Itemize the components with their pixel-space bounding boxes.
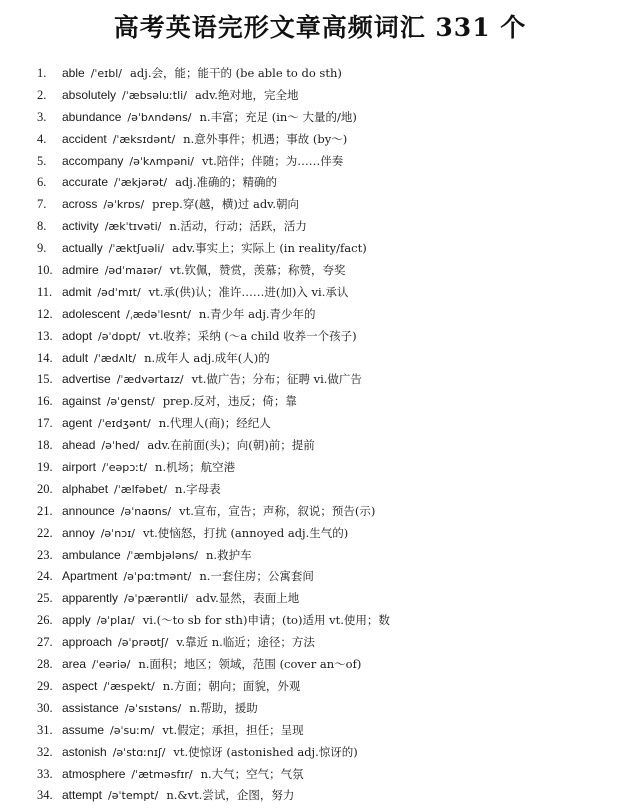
entry-phonetic: /əˈbʌndəns/ <box>127 110 192 124</box>
entry-definition: n.一套住房；公寓套间 <box>199 569 314 584</box>
entry-phonetic: /ˈeəriə/ <box>92 658 131 672</box>
entry-phonetic: /ˈeɪbl/ <box>90 67 123 80</box>
entry-word: adult <box>62 350 89 365</box>
entry-definition: adj.会，能；能干的 (be able to do sth) <box>130 66 342 80</box>
entry-definition: n.大气；空气；气氛 <box>200 766 304 781</box>
vocab-entry <box>37 282 627 304</box>
entry-word: admire <box>62 263 99 278</box>
vocab-entry <box>37 742 627 764</box>
entry-number: 19. <box>37 460 53 475</box>
entry-number: 31. <box>37 722 53 737</box>
entry-definition: vt.宣布，宣告；声称，叙说；预告(示) <box>179 503 376 518</box>
entry-definition: vt.假定；承担，担任；呈现 <box>162 722 304 737</box>
entry-word: activity <box>62 219 99 234</box>
entry-phonetic: /ədˈmɪt/ <box>97 285 141 299</box>
entry-phonetic: /ˈeɪdʒənt/ <box>98 417 151 431</box>
entry-definition: n.字母表 <box>175 481 221 496</box>
entry-number: 30. <box>37 700 53 715</box>
entry-word: assume <box>62 722 105 737</box>
vocab-entry <box>37 764 627 786</box>
entry-phonetic: /ˈæktʃuəli/ <box>108 242 165 256</box>
vocab-entry <box>37 369 627 391</box>
entry-number: 14. <box>37 350 53 365</box>
entry-phonetic: /ˈæspekt/ <box>103 679 155 693</box>
vocab-entry <box>37 545 627 567</box>
entry-phonetic: /ækˈtɪvəti/ <box>104 220 162 234</box>
vocab-entry <box>37 566 627 588</box>
entry-word: admit <box>62 284 92 299</box>
entry-definition: vt.收养；采纳 (～a child 收养一个孩子) <box>148 328 357 343</box>
entry-definition: n.救护车 <box>206 547 252 562</box>
entry-number: 3. <box>37 109 47 124</box>
entry-definition: vt.承(供)认；准许……进(加)入 vi.承认 <box>148 284 349 299</box>
entry-number: 33. <box>37 766 53 781</box>
entry-number: 16. <box>37 394 53 409</box>
vocab-entry <box>37 238 627 260</box>
entry-phonetic: /ˈætməsfɪr/ <box>131 767 193 781</box>
entry-number: 15. <box>37 372 53 387</box>
vocab-entry <box>37 654 627 676</box>
page-title: 高考英语完形文章高频词汇 331 个 <box>113 13 527 42</box>
entry-number: 25. <box>37 591 53 606</box>
entry-number: 7. <box>37 197 47 212</box>
entry-word: accompany <box>62 153 124 168</box>
entry-number: 26. <box>37 613 53 628</box>
entry-word: alphabet <box>62 481 109 496</box>
entry-phonetic: /əˈprəʊtʃ/ <box>118 636 169 650</box>
entry-phonetic: /əˈkʌmpəni/ <box>129 154 194 168</box>
entry-number: 24. <box>37 569 53 584</box>
entry-number: 28. <box>37 657 53 672</box>
entry-definition: n.意外事件；机遇；事故 (by～) <box>183 131 348 146</box>
entry-phonetic: /ˈælfəbet/ <box>114 482 168 496</box>
entry-phonetic: /ədˈmaɪər/ <box>104 264 162 278</box>
entry-number: 13. <box>37 328 53 343</box>
entry-word: adolescent <box>62 306 121 321</box>
entry-phonetic: /ˈæksɪdənt/ <box>112 132 176 146</box>
entry-word: attempt <box>62 788 103 803</box>
entry-definition: n.机场；航空港 <box>155 460 236 475</box>
vocab-entry <box>37 260 627 282</box>
entry-number: 27. <box>37 635 53 650</box>
vocab-entry <box>37 63 627 85</box>
entry-word: absolutely <box>62 87 117 102</box>
entry-word: astonish <box>62 744 107 759</box>
entry-number: 34. <box>37 788 53 803</box>
entry-definition: vt.钦佩，赞赏，羡慕；称赞，夸奖 <box>169 263 346 278</box>
entry-definition: vt.使惊讶 (astonished adj.惊讶的) <box>173 744 358 759</box>
entry-phonetic: /əˈtempt/ <box>108 789 159 803</box>
entry-number: 17. <box>37 416 53 431</box>
vocab-entry <box>37 501 627 523</box>
entry-definition: vt.陪伴；伴随；为……伴奏 <box>201 153 344 168</box>
entry-word: airport <box>62 460 97 475</box>
entry-number: 6. <box>37 175 47 190</box>
vocab-entry <box>37 785 627 807</box>
vocab-entry <box>37 413 627 435</box>
entry-phonetic: /əˈnɔɪ/ <box>100 526 136 540</box>
vocab-entry <box>37 216 627 238</box>
vocab-entry <box>37 435 627 457</box>
entry-number: 32. <box>37 744 53 759</box>
vocab-entry <box>37 720 627 742</box>
entry-phonetic: /ˈædʌlt/ <box>94 351 137 365</box>
vocab-entry <box>37 172 627 194</box>
entry-word: agent <box>62 416 93 431</box>
entry-phonetic: /əˈplaɪ/ <box>96 614 135 628</box>
entry-word: adopt <box>62 328 93 343</box>
entry-definition: adv.绝对地，完全地 <box>194 87 299 102</box>
entry-phonetic: /əˈdɒpt/ <box>98 329 141 343</box>
entry-phonetic: /əˈnaʊns/ <box>120 504 172 518</box>
entry-number: 12. <box>37 306 53 321</box>
entry-word: aspect <box>62 678 98 693</box>
entry-definition: v.靠近 n.临近；途径；方法 <box>176 635 315 650</box>
entry-phonetic: /əˈsuːm/ <box>110 723 155 737</box>
entry-number: 4. <box>37 131 47 146</box>
entry-number: 5. <box>37 153 47 168</box>
entry-number: 22. <box>37 525 53 540</box>
entry-definition: prep.反对，违反；倚；靠 <box>162 394 297 409</box>
vocab-entry <box>37 676 627 698</box>
entry-phonetic: /əˈpɑːtmənt/ <box>123 570 192 584</box>
vocab-entry <box>37 588 627 610</box>
entry-definition: vt.使恼怒，打扰 (annoyed adj.生气的) <box>143 525 349 540</box>
entry-word: against <box>62 394 101 409</box>
entry-word: apply <box>62 613 91 628</box>
entry-word: area <box>62 657 87 672</box>
entry-definition: n.成年人 adj.成年(人)的 <box>144 350 270 365</box>
entry-word: advertise <box>62 372 111 387</box>
entry-number: 29. <box>37 678 53 693</box>
vocab-entry <box>37 304 627 326</box>
entry-number: 23. <box>37 547 53 562</box>
entry-number: 21. <box>37 503 53 518</box>
vocab-entry <box>37 107 627 129</box>
entry-word: abundance <box>62 109 122 124</box>
entry-word: ahead <box>62 438 96 453</box>
vocabulary-list <box>37 63 627 807</box>
entry-definition: vt.做广告；分布；征聘 vi.做广告 <box>191 372 362 387</box>
entry-number: 2. <box>37 87 47 102</box>
entry-phonetic: /əˈkrɒs/ <box>103 198 145 212</box>
entry-definition: n.丰富；充足 (in～ 大量的/地) <box>199 109 357 124</box>
entry-phonetic: /əˈstɑːnɪʃ/ <box>112 745 166 759</box>
entry-definition: n.代理人(商)；经纪人 <box>158 416 271 431</box>
entry-number: 9. <box>37 241 47 256</box>
entry-word: able <box>62 66 85 80</box>
vocab-entry <box>37 523 627 545</box>
entry-phonetic: /ˈæbsəluːtli/ <box>122 88 187 102</box>
entry-phonetic: /ˈæmbjələns/ <box>126 548 199 562</box>
entry-word: atmosphere <box>62 766 126 781</box>
vocab-entry <box>37 348 627 370</box>
entry-word: accurate <box>62 175 109 190</box>
entry-number: 11. <box>37 284 53 299</box>
vocab-entry <box>37 698 627 720</box>
entry-word: across <box>62 197 98 212</box>
vocab-entry <box>37 326 627 348</box>
vocab-entry <box>37 610 627 632</box>
entry-word: accident <box>62 131 107 146</box>
vocab-entry <box>37 632 627 654</box>
entry-word: Apartment <box>62 569 118 584</box>
vocab-entry <box>37 457 627 479</box>
entry-definition: prep.穿(越，横)过 adv.朝向 <box>152 197 299 212</box>
entry-phonetic: /ˈækjərət/ <box>114 176 168 190</box>
vocab-entry <box>37 129 627 151</box>
vocab-entry <box>37 194 627 216</box>
entry-phonetic: /ˈædvərtaɪz/ <box>116 373 184 387</box>
vocab-entry <box>37 391 627 413</box>
entry-definition: n.帮助，援助 <box>189 700 258 715</box>
vocab-entry <box>37 479 627 501</box>
entry-definition: vi.(～to sb for sth)申请；(to)适用 vt.使用；数 <box>142 613 390 628</box>
entry-number: 20. <box>37 481 53 496</box>
entry-definition: n.面积；地区；领域，范围 (cover an～of) <box>138 657 362 672</box>
entry-definition: adv.显然，表面上地 <box>195 591 300 606</box>
entry-definition: adv.事实上；实际上 (in reality/fact) <box>172 241 367 256</box>
entry-number: 1. <box>37 66 47 80</box>
entry-word: assistance <box>62 700 119 715</box>
entry-word: apparently <box>62 591 119 606</box>
entry-definition: n.方面；朝向；面貌，外观 <box>162 678 301 693</box>
entry-definition: n.青少年 adj.青少年的 <box>198 306 316 321</box>
entry-number: 8. <box>37 219 47 234</box>
vocab-entry <box>37 85 627 107</box>
entry-phonetic: /əˈpærəntli/ <box>124 592 188 606</box>
entry-definition: adj.准确的；精确的 <box>175 175 278 190</box>
entry-word: actually <box>62 241 103 256</box>
entry-definition: adv.在前面(头)；向(朝)前；提前 <box>147 438 315 453</box>
entry-phonetic: /ˈeəpɔːt/ <box>102 461 148 475</box>
entry-phonetic: /əˈgenst/ <box>106 395 155 409</box>
entry-number: 18. <box>37 438 53 453</box>
entry-phonetic: /ˌædəˈlesnt/ <box>126 307 191 321</box>
entry-number: 10. <box>37 263 53 278</box>
entry-phonetic: /əˈhed/ <box>101 439 140 453</box>
entry-word: announce <box>62 503 115 518</box>
entry-definition: n.&vt.尝试，企图，努力 <box>166 788 295 803</box>
entry-word: annoy <box>62 525 95 540</box>
entry-word: approach <box>62 635 113 650</box>
entry-definition: n.活动，行动；活跃，活力 <box>169 219 307 234</box>
entry-phonetic: /əˈsɪstəns/ <box>124 701 182 715</box>
entry-word: ambulance <box>62 547 121 562</box>
vocab-entry <box>37 151 627 173</box>
